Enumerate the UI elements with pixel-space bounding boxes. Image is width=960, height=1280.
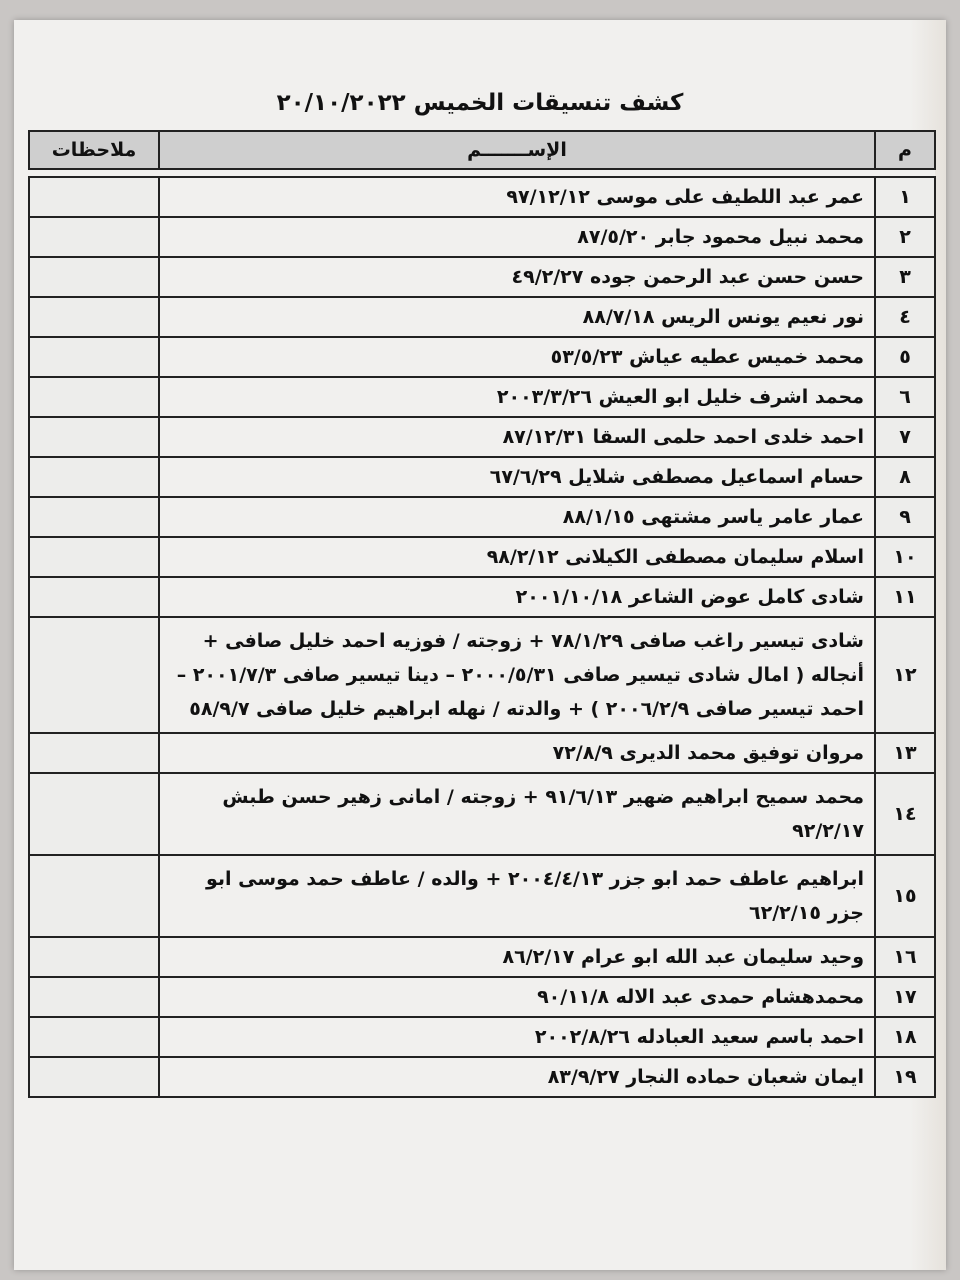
row-name: محمد نبيل محمود جابر ٨٧/٥/٢٠ [159,217,875,257]
row-number: ١٧ [875,977,935,1017]
row-number: ٥ [875,337,935,377]
header-notes: ملاحظات [29,131,159,169]
names-table [28,130,936,1098]
row-number: ١ [875,177,935,217]
row-notes [29,977,159,1017]
row-name: ايمان شعبان حماده النجار ٨٣/٩/٢٧ [159,1057,875,1097]
row-number: ١٣ [875,733,935,773]
table-row [29,537,935,577]
header-separator [29,169,935,177]
row-number: ٤ [875,297,935,337]
row-number: ٣ [875,257,935,297]
table-row [29,1017,935,1057]
table-row [29,377,935,417]
row-name: وحيد سليمان عبد الله ابو عرام ٨٦/٢/١٧ [159,937,875,977]
row-number: ٨ [875,457,935,497]
table-row [29,617,935,733]
table-row [29,937,935,977]
row-number: ١٢ [875,617,935,733]
document-page [14,20,946,1270]
row-name: عمار عامر ياسر مشتهى ٨٨/١/١٥ [159,497,875,537]
row-name: عمر عبد اللطيف على موسى ٩٧/١٢/١٢ [159,177,875,217]
row-notes [29,377,159,417]
row-notes [29,1017,159,1057]
table-row [29,577,935,617]
row-name: احمد خلدى احمد حلمى السقا ٨٧/١٢/٣١ [159,417,875,457]
row-number: ١٦ [875,937,935,977]
row-name: احمد باسم سعيد العبادله ٢٠٠٢/٨/٢٦ [159,1017,875,1057]
row-notes [29,773,159,855]
table-header-row [29,131,935,169]
row-name: نور نعيم يونس الريس ٨٨/٧/١٨ [159,297,875,337]
row-notes [29,497,159,537]
row-number: ٢ [875,217,935,257]
row-name: ابراهيم عاطف حمد ابو جزر ٢٠٠٤/٤/١٣ + والده / عاطف حمد موسى ابو جزر ٦٢/٢/١٥ [159,855,875,937]
table-row [29,855,935,937]
table-row [29,773,935,855]
row-notes [29,177,159,217]
row-notes [29,257,159,297]
row-notes [29,537,159,577]
row-notes [29,297,159,337]
row-number: ١١ [875,577,935,617]
table-row [29,337,935,377]
row-notes [29,577,159,617]
table-row [29,497,935,537]
header-num: م [875,131,935,169]
row-number: ٩ [875,497,935,537]
header-name: الإســـــــم [159,131,875,169]
row-notes [29,617,159,733]
table-row [29,977,935,1017]
row-notes [29,417,159,457]
row-notes [29,1057,159,1097]
row-number: ١٠ [875,537,935,577]
row-number: ١٨ [875,1017,935,1057]
table-row [29,217,935,257]
row-notes [29,855,159,937]
row-name: حسن حسن عبد الرحمن جوده ٤٩/٢/٢٧ [159,257,875,297]
row-name: اسلام سليمان مصطفى الكيلانى ٩٨/٢/١٢ [159,537,875,577]
row-number: ١٤ [875,773,935,855]
row-name: حسام اسماعيل مصطفى شلايل ٦٧/٦/٢٩ [159,457,875,497]
table-row [29,457,935,497]
row-number: ٧ [875,417,935,457]
row-name: محمد اشرف خليل ابو العيش ٢٠٠٣/٣/٢٦ [159,377,875,417]
table-row [29,1057,935,1097]
row-name: محمدهشام حمدى عبد الاله ٩٠/١١/٨ [159,977,875,1017]
page-title: كشف تنسيقات الخميس ٢٠/١٠/٢٠٢٢ [276,90,684,116]
row-name: محمد خميس عطيه عياش ٥٣/٥/٢٣ [159,337,875,377]
row-name: شادى كامل عوض الشاعر ٢٠٠١/١٠/١٨ [159,577,875,617]
row-notes [29,217,159,257]
row-name: محمد سميح ابراهيم ضهير ٩١/٦/١٣ + زوجته / امانى زهير حسن طبش ٩٢/٢/١٧ [159,773,875,855]
table-row [29,297,935,337]
row-notes [29,937,159,977]
table-row [29,257,935,297]
row-number: ٦ [875,377,935,417]
row-number: ١٥ [875,855,935,937]
row-notes [29,337,159,377]
table-row [29,177,935,217]
row-name: شادى تيسير راغب صافى ٧٨/١/٢٩ + زوجته / فوزيه احمد خليل صافى + أنجاله ( امال شادى تيسير صافى ٢٠٠٠/٥/٣١ – دينا تيسير صافى ٢٠٠١/٧/٣ – احمد تيسير صافى ٢٠٠٦/٢/٩ ) + والدته / نهله ابراهيم خليل صافى ٥٨/٩/٧ [159,617,875,733]
table-row [29,733,935,773]
row-notes [29,457,159,497]
table-row [29,417,935,457]
row-name: مروان توفيق محمد الديرى ٧٢/٨/٩ [159,733,875,773]
row-number: ١٩ [875,1057,935,1097]
row-notes [29,733,159,773]
